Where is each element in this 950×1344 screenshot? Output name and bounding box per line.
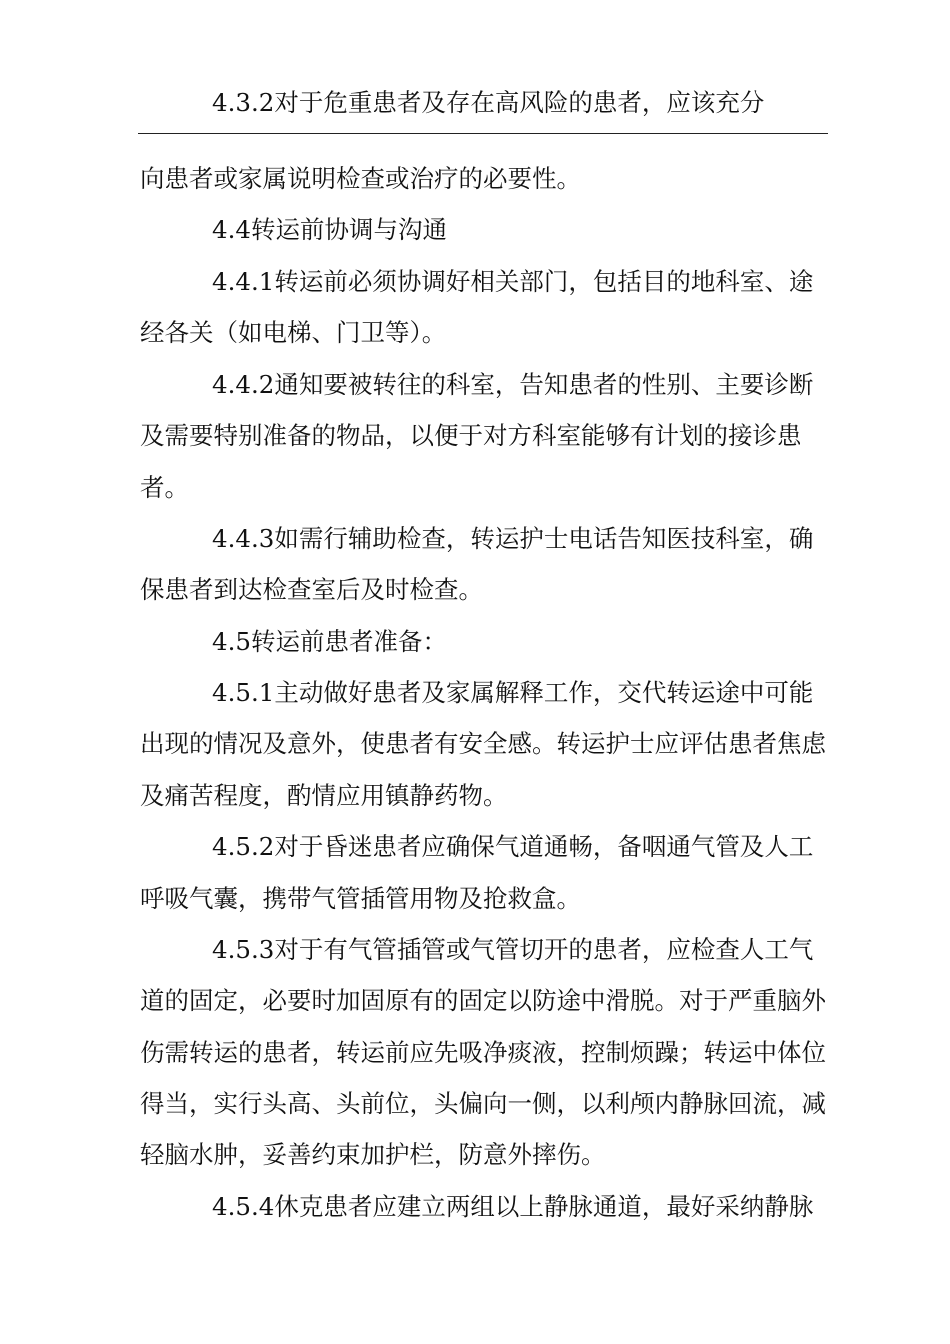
paragraph-line: 4.4.1转运前必须协调好相关部门，包括目的地科室、途 <box>212 267 814 296</box>
paragraph-line: 出现的情况及意外，使患者有安全感。转运护士应评估患者焦虑 <box>140 729 826 758</box>
header-divider <box>138 133 828 134</box>
paragraph-line: 4.3.2对于危重患者及存在高风险的患者，应该充分 <box>212 88 765 117</box>
paragraph-line: 道的固定，必要时加固原有的固定以防途中滑脱。对于严重脑外 <box>140 986 826 1015</box>
paragraph-line: 者。 <box>140 473 189 502</box>
paragraph-line: 呼吸气囊，携带气管插管用物及抢救盒。 <box>140 884 581 913</box>
paragraph-line: 4.4.2通知要被转往的科室，告知患者的性别、主要诊断 <box>212 370 814 399</box>
paragraph-line: 轻脑水肿，妥善约束加护栏，防意外摔伤。 <box>140 1140 606 1169</box>
paragraph-line: 及需要特别准备的物品，以便于对方科室能够有计划的接诊患 <box>140 421 802 450</box>
paragraph-line: 向患者或家属说明检查或治疗的必要性。 <box>140 164 581 193</box>
paragraph-line: 保患者到达检查室后及时检查。 <box>140 575 483 604</box>
paragraph-line: 得当，实行头高、头前位，头偏向一侧，以利颅内静脉回流，减 <box>140 1089 826 1118</box>
section-heading: 4.5转运前患者准备： <box>212 627 447 656</box>
paragraph-line: 及痛苦程度，酌情应用镇静药物。 <box>140 781 508 810</box>
paragraph-line: 伤需转运的患者，转运前应先吸净痰液，控制烦躁；转运中体位 <box>140 1038 826 1067</box>
paragraph-line: 4.5.3对于有气管插管或气管切开的患者，应检查人工气 <box>212 935 814 964</box>
paragraph-line: 4.5.2对于昏迷患者应确保气道通畅，备咽通气管及人工 <box>212 832 814 861</box>
paragraph-line: 经各关（如电梯、门卫等）。 <box>140 318 447 347</box>
paragraph-line: 4.4.3如需行辅助检查，转运护士电话告知医技科室，确 <box>212 524 814 553</box>
paragraph-line: 4.5.4休克患者应建立两组以上静脉通道，最好采纳静脉 <box>212 1192 814 1221</box>
section-heading: 4.4转运前协调与沟通 <box>212 215 447 244</box>
paragraph-line: 4.5.1主动做好患者及家属解释工作，交代转运途中可能 <box>212 678 814 707</box>
